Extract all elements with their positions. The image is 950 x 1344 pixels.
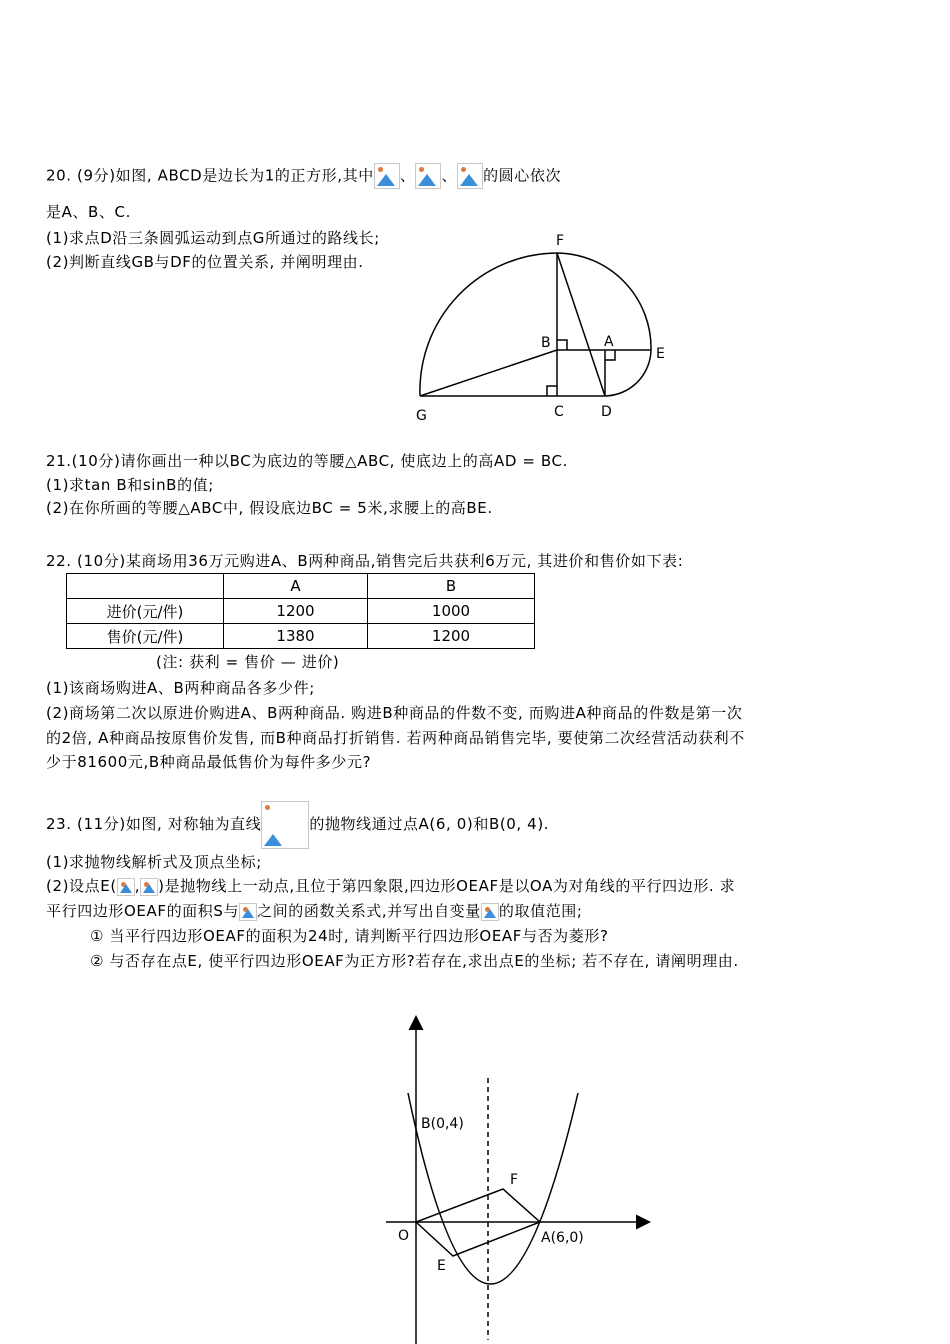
missing-image-icon (140, 878, 158, 896)
label-d: D (601, 404, 612, 420)
table-header-row (67, 574, 535, 599)
separator: 、 (441, 166, 458, 185)
label-f: F (556, 233, 565, 249)
q22-part2-line1: (2)商场第二次以原进价购进A、B两种商品. 购进B种商品的件数不变, 而购进A种商品的件数是第一次 (46, 704, 743, 722)
q21-line1: 21.(10分)请你画出一种以BC为底边的等腰△ABC, 使底边上的高AD = BC. (46, 452, 568, 470)
q20-line1-text: 20. (9分)如图, ABCD是边长为1的正方形,其中 (46, 166, 374, 185)
q23-part2-tail: )是抛物线上一动点,且位于第四象限,四边形OEAF是以OA为对角线的平行四边形. 求 (158, 877, 736, 895)
label-b: B (541, 335, 551, 351)
label-g: G (416, 408, 427, 424)
q23-part2-text: 平行四边形OEAF的面积S与 (46, 902, 240, 920)
q20-part2: (2)判断直线GB与DF的位置关系, 并阐明理由. (46, 253, 364, 271)
line-fd (557, 253, 605, 396)
q23-part2-line1 (46, 876, 735, 896)
missing-image-icon (239, 903, 257, 921)
q22-line1: 22. (10分)某商场用36万元购进A、B两种商品,销售完后共获利6万元, 其进价和售价如下表: (46, 552, 684, 570)
arc-ed (605, 350, 651, 396)
q23-part2-line2 (46, 901, 583, 921)
table-header-cell: B (368, 574, 535, 599)
q20-line1-tail: 的圆心依次 (483, 166, 562, 185)
separator: , (134, 877, 141, 895)
table-cell: 1000 (368, 599, 535, 624)
table-cell: 进价(元/件) (67, 599, 224, 624)
q23-sub1: ① 当平行四边形OEAF的面积为24时, 请判断平行四边形OEAF与否为菱形? (90, 927, 609, 945)
label-e: E (437, 1258, 446, 1274)
q23-part2-text: 之间的函数关系式,并写出自变量 (257, 902, 481, 920)
q21-part2: (2)在你所画的等腰△ABC中, 假设底边BC = 5米,求腰上的高BE. (46, 499, 493, 517)
label-f: F (510, 1172, 519, 1188)
table-cell: 1380 (224, 624, 368, 649)
table-cell: 售价(元/件) (67, 624, 224, 649)
q23-part2-tail: 的取值范围; (498, 902, 583, 920)
missing-image-icon (374, 163, 400, 189)
label-b: B(0,4) (421, 1116, 464, 1132)
label-e: E (656, 346, 665, 362)
q23-sub2: ② 与否存在点E, 使平行四边形OEAF为正方形?若存在,求出点E的坐标; 若不存在, 请阐明理由. (90, 952, 739, 970)
missing-image-icon (457, 163, 483, 189)
price-table (66, 573, 535, 649)
label-c: C (554, 404, 564, 420)
right-angle-a (605, 350, 615, 360)
label-o: O (398, 1228, 410, 1244)
arc-gf (420, 253, 557, 396)
right-angle-b (557, 340, 567, 350)
q20-line1 (46, 163, 561, 189)
q21-part1: (1)求tan B和sinB的值; (46, 476, 214, 494)
line-gb (420, 350, 557, 396)
table-row (67, 599, 535, 624)
table-header-cell: A (224, 574, 368, 599)
q20-figure (400, 228, 700, 428)
q22-part1: (1)该商场购进A、B两种商品各多少件; (46, 679, 315, 697)
q23-figure (380, 1010, 670, 1344)
missing-image-icon (415, 163, 441, 189)
q23-part1: (1)求抛物线解析式及顶点坐标; (46, 853, 262, 871)
missing-image-icon (481, 903, 499, 921)
q22-note: (注: 获利 = 售价 — 进价) (156, 653, 340, 671)
missing-image-icon (261, 801, 309, 849)
table-header-cell (67, 574, 224, 599)
q22-part2-line2: 的2倍, A种商品按原售价发售, 而B种商品打折销售. 若两种商品销售完毕, 要使第二次经营活动获利不 (46, 729, 745, 747)
q22-part2-line3: 少于81600元,B种商品最低售价为每件多少元? (46, 753, 372, 771)
table-cell: 1200 (368, 624, 535, 649)
q23-line1-tail: 的抛物线通过点A(6, 0)和B(0, 4). (309, 815, 550, 833)
q23-part2-text: (2)设点E( (46, 877, 117, 895)
table-row (67, 624, 535, 649)
q20-line2: 是A、B、C. (46, 203, 131, 221)
right-angle-c (547, 386, 557, 396)
label-a: A(6,0) (541, 1230, 584, 1246)
q20-part1: (1)求点D沿三条圆弧运动到点G所通过的路线长; (46, 229, 380, 247)
label-a: A (604, 334, 614, 350)
missing-image-icon (117, 878, 135, 896)
separator: 、 (399, 166, 416, 185)
q23-line1-text: 23. (11分)如图, 对称轴为直线 (46, 815, 262, 833)
q23-line1 (46, 800, 549, 849)
table-cell: 1200 (224, 599, 368, 624)
